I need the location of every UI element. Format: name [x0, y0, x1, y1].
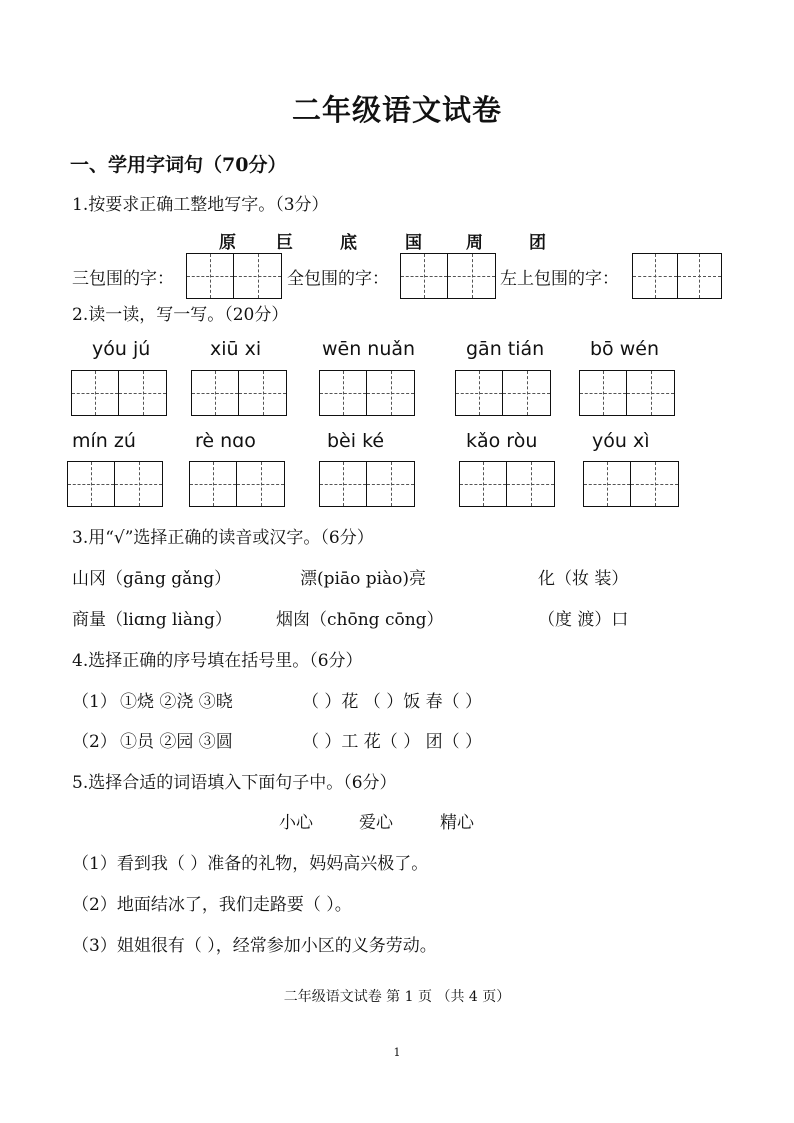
pinyin-beike: bèi ké: [327, 430, 385, 452]
writing-grid-full-enclosure[interactable]: [400, 253, 496, 299]
pinyin-kaorou: kǎo ròu: [466, 430, 538, 452]
q4-row-1-options: ①烧 ②浇 ③晓: [120, 692, 233, 712]
writing-grid-youxi[interactable]: [583, 461, 679, 507]
q3-item-huazhuang[interactable]: 化（妆 装）: [538, 569, 629, 589]
char-zhou: 周: [466, 233, 483, 253]
writing-grid-upper-left-enclosure[interactable]: [632, 253, 722, 299]
char-di: 底: [340, 233, 357, 253]
pinyin-minzu: mín zú: [72, 430, 136, 452]
label-upper-left-enclosure: 左上包围的字：: [500, 269, 619, 289]
section-heading: 一、学用字词句（70分）: [70, 154, 287, 176]
pinyin-xiuxi: xiū xi: [210, 338, 262, 360]
writing-grid-youju[interactable]: [71, 370, 167, 416]
q3-item-piaoliang[interactable]: 漂(piāo piào)亮: [300, 569, 427, 589]
q5-sentence-1[interactable]: （1）看到我（ ）准备的礼物，妈妈高兴极了。: [72, 854, 429, 874]
q3-item-shangliang[interactable]: 商量（liɑng liàng）: [72, 610, 232, 630]
q5-sentence-3[interactable]: （3）姐姐很有（ ），经常参加小区的义务劳动。: [72, 936, 437, 956]
page-footer: 二年级语文试卷 第 1 页 （共 4 页）: [283, 989, 511, 1005]
word-xiaoxin: 小心: [279, 813, 313, 833]
char-guo: 国: [405, 233, 422, 253]
writing-grid-renao[interactable]: [189, 461, 285, 507]
char-tuan: 团: [529, 233, 546, 253]
q4-row-2-number: （2）: [72, 732, 117, 752]
q5-sentence-2[interactable]: （2）地面结冰了，我们走路要（ ）。: [72, 895, 352, 915]
question-3-heading: 3.用“√”选择正确的读音或汉字。（6分）: [72, 528, 374, 548]
writing-grid-minzu[interactable]: [67, 461, 163, 507]
q4-row-1-blanks[interactable]: （ ）花 （ ）饭 春（ ）: [302, 692, 483, 712]
q3-item-shangang[interactable]: 山冈（gāng gǎng）: [72, 569, 232, 589]
pinyin-renao: rè nɑo: [195, 430, 256, 452]
question-1-heading: 1.按要求正确工整地写字。（3分）: [72, 195, 329, 215]
page-title: 二年级语文试卷: [291, 93, 502, 127]
pinyin-bowen: bō wén: [590, 338, 659, 360]
word-aixin: 爱心: [359, 813, 393, 833]
writing-grid-kaorou[interactable]: [459, 461, 555, 507]
writing-grid-bowen[interactable]: [579, 370, 675, 416]
writing-grid-xiuxi[interactable]: [191, 370, 287, 416]
char-yuan: 原: [219, 233, 236, 253]
q3-item-yancong[interactable]: 烟囱（chōng cōng）: [276, 610, 444, 630]
q4-row-2-options: ①员 ②园 ③圆: [120, 732, 233, 752]
word-jingxin: 精心: [440, 813, 474, 833]
writing-grid-beike[interactable]: [319, 461, 415, 507]
writing-grid-three-enclosure[interactable]: [186, 253, 282, 299]
question-4-heading: 4.选择正确的序号填在括号里。（6分）: [72, 651, 363, 671]
writing-grid-gantian[interactable]: [455, 370, 551, 416]
char-ju: 巨: [276, 233, 293, 253]
pinyin-wennuan: wēn nuǎn: [322, 338, 416, 360]
pinyin-youju: yóu jú: [92, 338, 151, 360]
q4-row-1-number: （1）: [72, 692, 117, 712]
pinyin-youxi: yóu xì: [592, 430, 650, 452]
writing-grid-wennuan[interactable]: [319, 370, 415, 416]
label-three-enclosure: 三包围的字：: [72, 269, 174, 289]
pinyin-gantian: gān tián: [466, 338, 545, 360]
label-full-enclosure: 全包围的字：: [287, 269, 389, 289]
q4-row-2-blanks[interactable]: （ ）工 花（ ） 团（ ）: [302, 732, 483, 752]
page-number: 1: [393, 1046, 401, 1059]
question-5-heading: 5.选择合适的词语填入下面句子中。（6分）: [72, 773, 397, 793]
q3-item-dukou[interactable]: （度 渡）口: [538, 610, 629, 630]
question-2-heading: 2.读一读，写一写。（20分）: [72, 305, 289, 325]
